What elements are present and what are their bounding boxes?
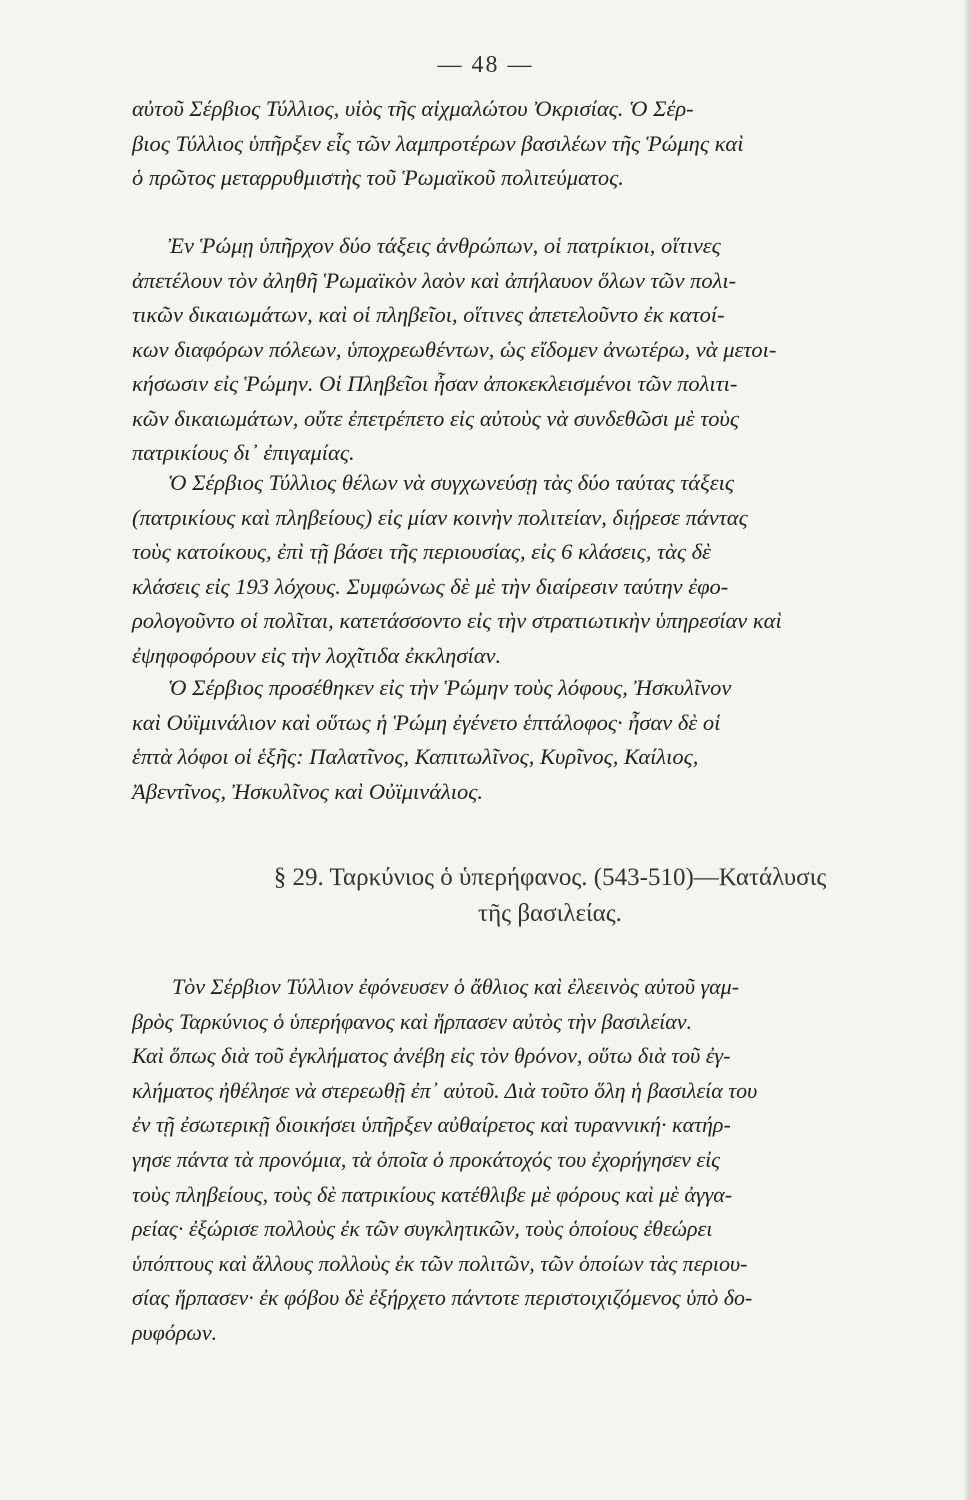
text-line: βρὸς Ταρκύνιος ὁ ὑπερήφανος καὶ ἥρπασεν αὐτὸς τὴν βασιλείαν. (132, 1008, 693, 1034)
text-line: Ὁ Σέρβιος προσέθηκεν εἰς τὴν Ῥώμην τοὺς λόφους, Ἠσκυλῖνον (168, 675, 732, 700)
section-heading-line: τῆς βασιλείας. (478, 900, 622, 927)
text-line: ἑπτὰ λόφοι οἱ ἑξῆς: Παλατῖνος, Καπιτωλῖνος, Κυρῖνος, Καίλιος, (132, 744, 699, 769)
text-line: σίας ἥρπασεν· ἐκ φόβου δὲ ἐξήρχετο πάντοτε περιστοιχιζόμενος ὑπὸ δο- (132, 1285, 753, 1311)
text-line: Τὸν Σέρβιον Τύλλιον ἐφόνευσεν ὁ ἄθλιος καὶ ἐλεεινὸς αὐτοῦ γαμ- (172, 974, 740, 999)
paragraph-4 (132, 671, 952, 809)
text-line: πατρικίους δι᾽ ἐπιγαμίας. (132, 440, 355, 465)
text-line: τοὺς πληβείους, τοὺς δὲ πατρικίους κατέθλιβε μὲ φόρους καὶ μὲ ἀγγα- (132, 1181, 733, 1207)
paragraph-1 (132, 92, 952, 196)
text-line: Ἀβεντῖνος, Ἠσκυλῖνος καὶ Οὐϊμινάλιος. (132, 778, 484, 804)
text-line: βιος Τύλλιος ὑπῆρξεν εἷς τῶν λαμπροτέρων βασιλέων τῆς Ῥώμης καὶ (132, 130, 744, 156)
text-line: κήσωσιν εἰς Ῥώμην. Οἱ Πληβεῖοι ἦσαν ἀποκεκλεισμένοι τῶν πολιτι- (132, 371, 738, 396)
page-edge-shadow (963, 0, 971, 1500)
paragraph-3 (132, 466, 952, 673)
text-line: Ὁ Σέρβιος Τύλλιος θέλων νὰ συγχωνεύσῃ τὰς δύο ταύτας τάξεις (168, 470, 734, 495)
page-number: — 48 — (437, 52, 534, 78)
text-line: Ἐν Ῥώμῃ ὑπῆρχον δύο τάξεις ἀνθρώπων, οἱ πατρίκιοι, οἵτινες (168, 233, 721, 258)
text-line: καὶ Οὐϊμινάλιον καὶ οὕτως ἡ Ῥώμη ἐγένετο ἑπτάλοφος· ἦσαν δὲ οἱ (132, 709, 721, 735)
text-line: ρολογοῦντο οἱ πολῖται, κατετάσσοντο εἰς τὴν στρατιωτικὴν ὑπηρεσίαν καὶ (132, 608, 782, 633)
paragraph-5 (132, 970, 952, 1351)
text-line: ὁ πρῶτος μεταρρυθμιστὴς τοῦ Ῥωμαϊκοῦ πολιτεύματος. (132, 165, 624, 190)
text-line: κῶν δικαιωμάτων, οὔτε ἐπετρέπετο εἰς αὐτοὺς νὰ συνδεθῶσι μὲ τοὺς (132, 405, 739, 431)
paragraph-2 (132, 229, 952, 471)
text-line: τικῶν δικαιωμάτων, καὶ οἱ πληβεῖοι, οἵτινες ἀπετελοῦντο ἐκ κατοί- (132, 302, 725, 327)
section-heading (150, 860, 950, 932)
text-line: (πατρικίους καὶ πληβείους) εἰς μίαν κοινὴν πολιτείαν, διῄρεσε πάντας (132, 504, 748, 530)
text-line: τοὺς κατοίκους, ἐπὶ τῇ βάσει τῆς περιουσίας, εἰς 6 κλάσεις, τὰς δὲ (132, 539, 711, 564)
text-line: γησε πάντα τὰ προνόμια, τὰ ὁποῖα ὁ προκάτοχός του ἐχορήγησεν εἰς (132, 1146, 721, 1172)
text-line: αὐτοῦ Σέρβιος Τύλλιος, υἱὸς τῆς αἰχμαλώτου Ὀκρισίας. Ὁ Σέρ- (132, 96, 694, 121)
text-line: ρείας· ἐξώρισε πολλοὺς ἐκ τῶν συγκλητικῶν, τοὺς ὁποίους ἐθεώρει (132, 1216, 713, 1242)
text-line: κλάσεις εἰς 193 λόχους. Συμφώνως δὲ μὲ τὴν διαίρεσιν ταύτην ἐφο- (132, 573, 729, 599)
text-line: Καὶ ὅπως διὰ τοῦ ἐγκλήματος ἀνέβη εἰς τὸν θρόνον, οὕτω διὰ τοῦ ἐγ- (132, 1043, 731, 1069)
text-line: ἐν τῇ ἐσωτερικῇ διοικήσει ὑπῆρξεν αὐθαίρετος καὶ τυραννική· κατήρ- (132, 1112, 731, 1138)
text-line: κων διαφόρων πόλεων, ὑποχρεωθέντων, ὡς εἴδομεν ἀνωτέρω, νὰ μετοι- (132, 336, 777, 362)
text-line: ἐψηφοφόρουν εἰς τὴν λοχῖτιδα ἐκκλησίαν. (132, 642, 502, 668)
text-line: ὑπόπτους καὶ ἄλλους πολλοὺς ἐκ τῶν πολιτῶν, τῶν ὁποίων τὰς περιου- (132, 1250, 748, 1276)
text-line: ἀπετέλουν τὸν ἀληθῆ Ῥωμαϊκὸν λαὸν καὶ ἀπήλαυον ὅλων τῶν πολι- (132, 267, 737, 293)
text-line: ρυφόρων. (132, 1319, 218, 1345)
section-heading-line: § 29. Ταρκύνιος ὁ ὑπερήφανος. (543-510)—Κατάλυσις (273, 864, 827, 891)
text-line: κλήματος ἠθέλησε νὰ στερεωθῇ ἐπ᾽ αὐτοῦ. Διὰ τοῦτο ὅλη ἡ βασιλεία του (132, 1077, 758, 1103)
